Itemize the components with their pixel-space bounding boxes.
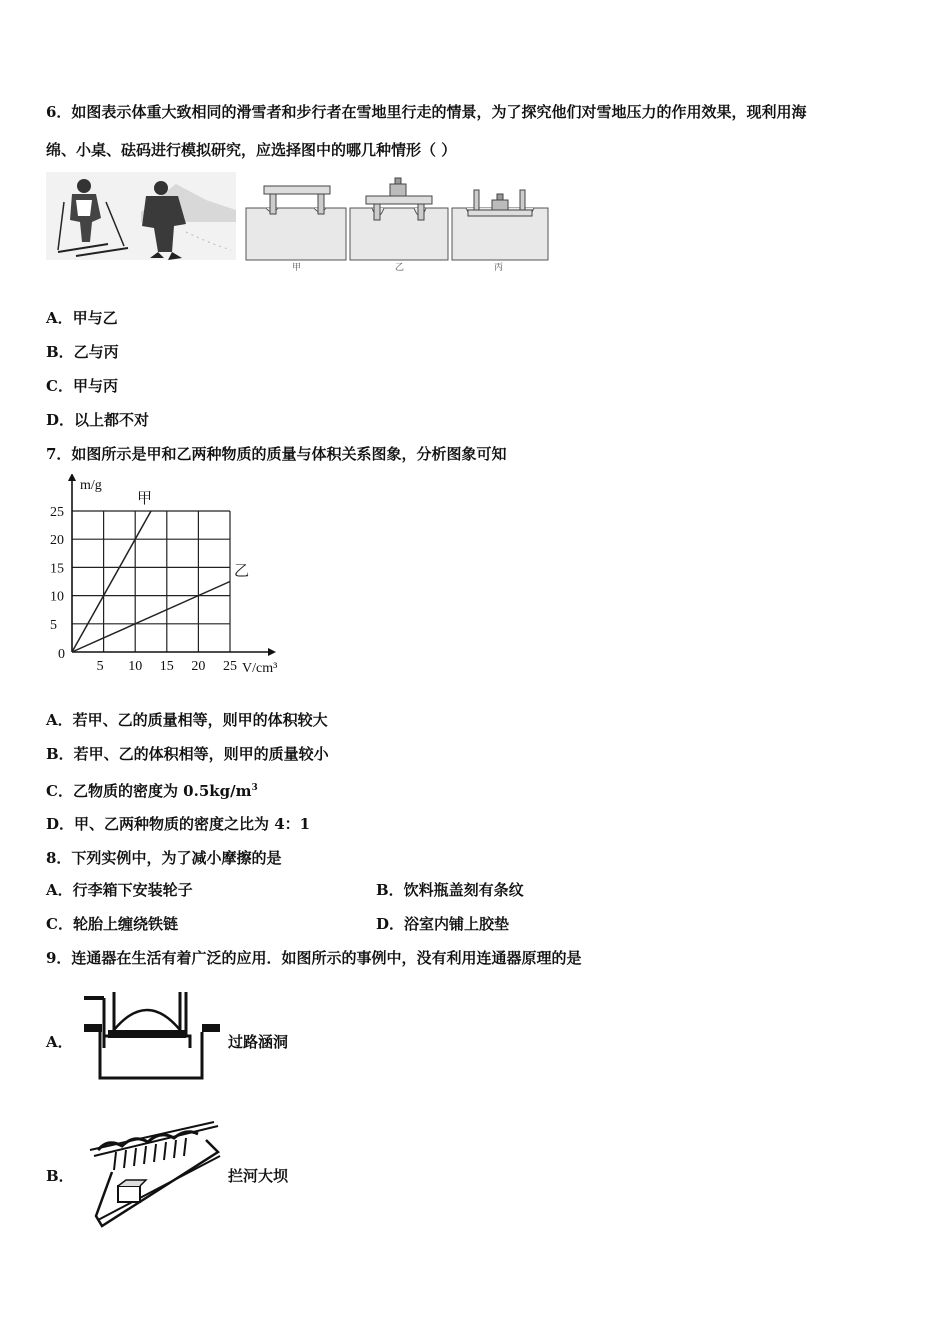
q7-option-c-text: C．乙物质的密度为 0.5kg/m: [46, 782, 252, 800]
q7-stem: 7．如图所示是甲和乙两种物质的质量与体积关系图象，分析图象可知: [46, 445, 507, 463]
series-line-yi: [72, 582, 230, 653]
q7-option-b[interactable]: B．若甲、乙的体积相等，则甲的质量较小: [46, 745, 329, 763]
q7-option-a[interactable]: A．若甲、乙的质量相等，则甲的体积较大: [46, 711, 328, 729]
q9-stem: 9．连通器在生活有着广泛的应用．如图所示的事例中，没有利用连通器原理的是: [46, 949, 582, 967]
q6-option-d[interactable]: D．以上都不对: [46, 411, 150, 429]
q8-option-b[interactable]: B．饮料瓶盖刻有条纹: [376, 881, 524, 899]
y-axis-arrow: [68, 474, 76, 481]
y-axis-label: m/g: [80, 478, 102, 493]
x-tick-label: 25: [223, 659, 237, 674]
q6-stem-line1: 6．如图表示体重大致相同的滑雪者和步行者在雪地里行走的情景，为了探究他们对雪地压力的作用效果，现利用海: [46, 103, 807, 121]
x-axis-arrow: [268, 648, 276, 656]
y-tick-label: 20: [50, 533, 64, 549]
q9-option-b-letter[interactable]: B．: [46, 1167, 74, 1185]
x-tick-label: 20: [191, 659, 206, 674]
x-tick-label: 10: [128, 659, 143, 674]
dam-figure: [88, 1116, 224, 1232]
q7-option-c-sup: 3: [251, 783, 258, 793]
q7-option-c[interactable]: [46, 778, 258, 801]
chart-series: [72, 489, 249, 652]
q9-option-a-letter[interactable]: A．: [46, 1033, 73, 1051]
q6-figure: [46, 172, 554, 272]
origin-label: 0: [58, 647, 65, 662]
q8-option-d[interactable]: D．浴室内铺上胶垫: [376, 915, 510, 933]
x-tick-label: 15: [159, 659, 174, 674]
q6-option-a[interactable]: A．甲与乙: [46, 309, 118, 327]
y-tick-label: 15: [50, 561, 64, 577]
q7-option-d[interactable]: D．甲、乙两种物质的密度之比为 4：1: [46, 815, 311, 833]
q8-option-a[interactable]: A．行李箱下安装轮子: [46, 881, 193, 899]
table-case-bing: [452, 190, 548, 260]
y-tick-label: 5: [50, 617, 57, 633]
fig-label-yi: 乙: [395, 263, 405, 272]
chart-grid: [72, 511, 230, 652]
q9-option-b-text: 拦河大坝: [228, 1167, 289, 1185]
q8-stem: 8．下列实例中，为了减小摩擦的是: [46, 849, 282, 867]
x-axis-label: V/cm³: [242, 661, 278, 676]
fig-label-jia: 甲: [292, 263, 302, 272]
x-tick-label: 5: [96, 659, 104, 674]
table-case-jia: [246, 186, 346, 260]
y-tick-label: 10: [50, 589, 64, 605]
q6-option-c[interactable]: C．甲与丙: [46, 377, 118, 395]
q9-option-a-text: 过路涵洞: [228, 1033, 289, 1051]
y-tick-label: 25: [50, 505, 64, 520]
q7-mass-volume-chart: [40, 474, 300, 684]
series-label-yi: 乙: [234, 561, 250, 580]
fig-label-bing: 丙: [494, 263, 504, 272]
series-label-jia: 甲: [137, 489, 153, 507]
table-case-yi: [350, 178, 448, 260]
q8-option-c[interactable]: C．轮胎上缠绕铁链: [46, 915, 178, 933]
q6-option-b[interactable]: B．乙与丙: [46, 343, 119, 361]
series-line-jia: [72, 511, 151, 652]
skier-walker-photo: [46, 172, 236, 260]
culvert-figure: [82, 986, 222, 1082]
q6-stem-line2: 绵、小桌、砝码进行模拟研究，应选择图中的哪几种情形（ ）: [46, 141, 457, 159]
